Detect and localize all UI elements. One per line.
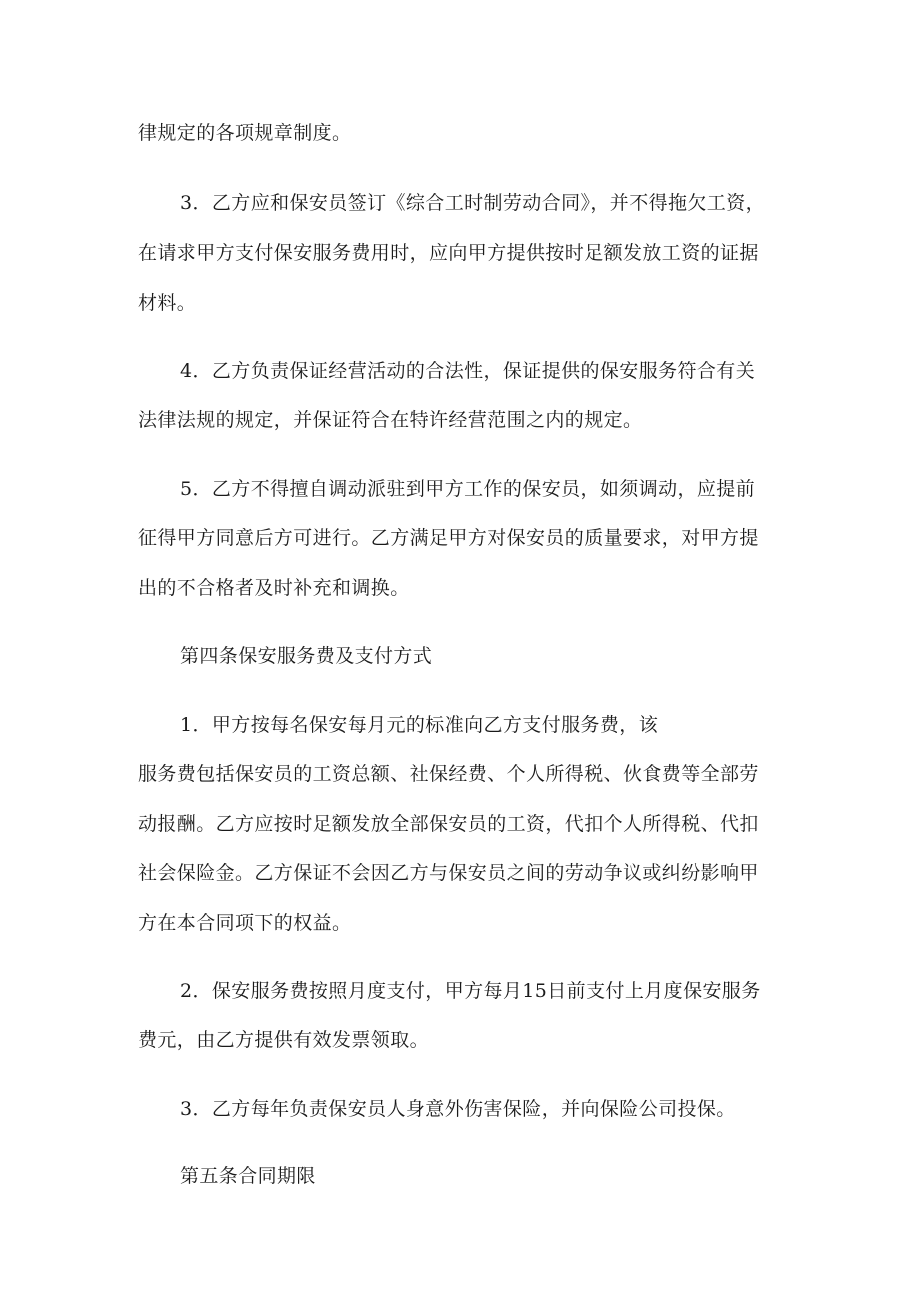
text-line: 5．乙方不得擅自调动派驻到甲方工作的保安员，如须调动，应提前 <box>180 478 756 500</box>
text-line: 动报酬。乙方应按时足额发放全部保安员的工资，代扣个人所得税、代扣 <box>138 813 759 835</box>
text-line: 材料。 <box>138 292 197 314</box>
section-heading: 第五条合同期限 <box>180 1165 316 1187</box>
text-line: 在请求甲方支付保安服务费用时，应向甲方提供按时足额发放工资的证据 <box>138 242 759 264</box>
text-line: 1．甲方按每名保安每月元的标准向乙方支付服务费，该 <box>180 714 659 736</box>
text-line: 2．保安服务费按照月度支付，甲方每月15日前支付上月度保安服务 <box>180 980 761 1002</box>
text-line: 法律法规的规定，并保证符合在特许经营范围之内的规定。 <box>138 409 643 431</box>
text-line: 律规定的各项规章制度。 <box>138 122 352 144</box>
text-line: 3．乙方应和保安员签订《综合工时制劳动合同》，并不得拖欠工资， <box>180 192 765 214</box>
text-line: 3．乙方每年负责保安员人身意外伤害保险，并向保险公司投保。 <box>180 1098 736 1120</box>
section-heading: 第四条保安服务费及支付方式 <box>180 645 433 667</box>
text-line: 服务费包括保安员的工资总额、社保经费、个人所得税、伙食费等全部劳 <box>138 763 759 785</box>
text-line: 出的不合格者及时补充和调换。 <box>138 577 410 599</box>
text-line: 方在本合同项下的权益。 <box>138 912 352 934</box>
text-line: 征得甲方同意后方可进行。乙方满足甲方对保安员的质量要求，对甲方提 <box>138 527 759 549</box>
text-line: 社会保险金。乙方保证不会因乙方与保安员之间的劳动争议或纠纷影响甲 <box>138 862 759 884</box>
text-line: 4．乙方负责保证经营活动的合法性，保证提供的保安服务符合有关 <box>180 360 756 382</box>
text-line: 费元，由乙方提供有效发票领取。 <box>138 1029 430 1051</box>
